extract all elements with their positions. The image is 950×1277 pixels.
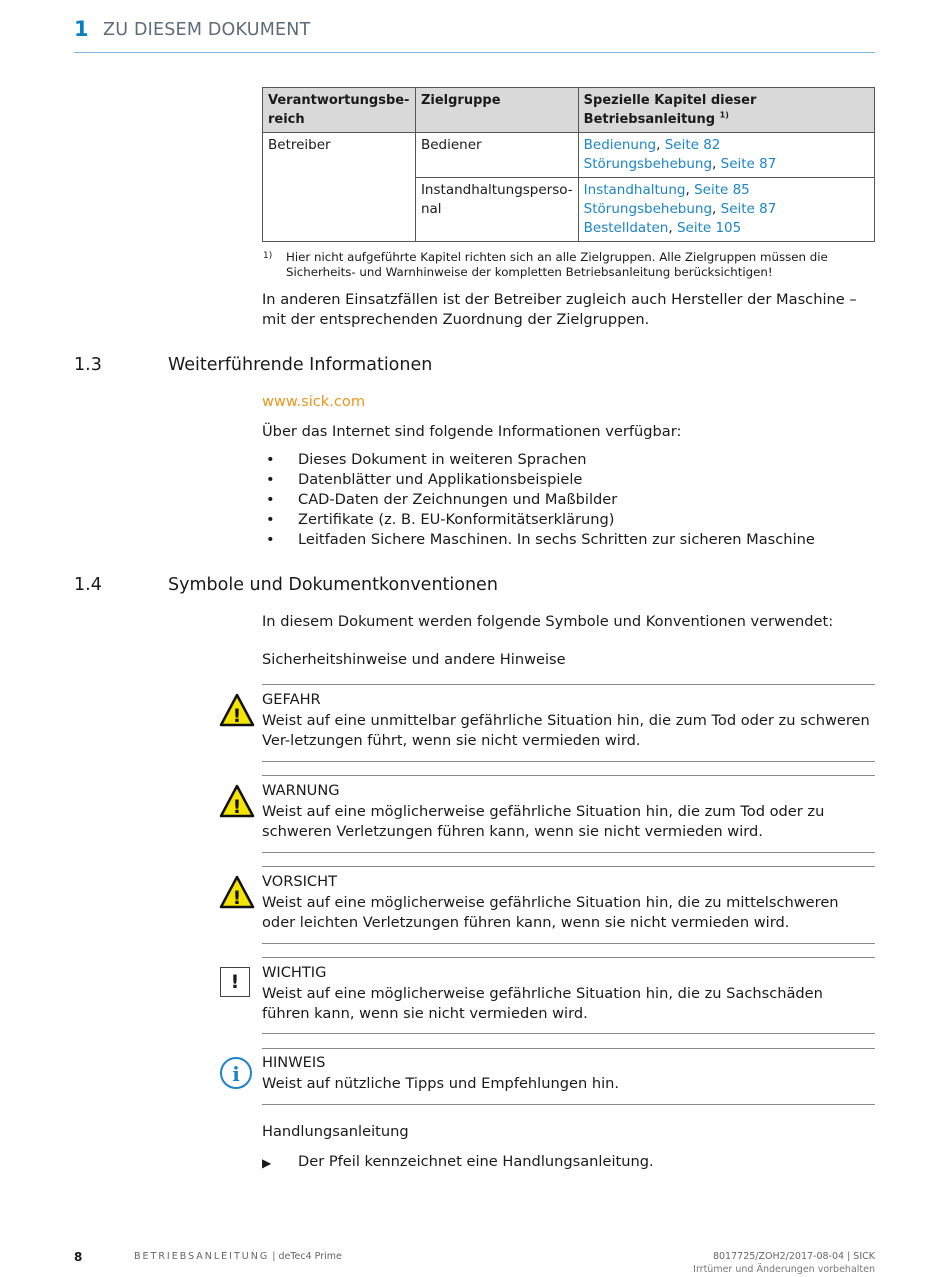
hint-rule [262, 1048, 875, 1049]
hint-rule [262, 866, 875, 867]
svg-text:i: i [232, 1062, 240, 1086]
table-header-cell: Zielgruppe [415, 88, 578, 133]
chapter-link[interactable]: Bestelldaten [583, 220, 669, 236]
hint-title: WICHTIG [262, 964, 327, 981]
chapter-link[interactable]: Bedienung [583, 137, 657, 153]
chapter-link[interactable]: Störungsbehebung [583, 156, 713, 172]
hint-text: Weist auf eine unmittelbar gefährliche Situation hin, die zum Tod oder zu schweren Ver-letzungen führt, wenn sie nicht vermieden wird. [262, 712, 870, 749]
chapter-link[interactable]: Störungsbehebung [583, 201, 713, 217]
footnote-mark: 1) [263, 251, 273, 261]
page-link[interactable]: Seite 82 [664, 137, 721, 153]
list-item: • Datenblätter und Applikationsbeispiele [262, 470, 875, 490]
table-header-row [263, 88, 875, 133]
paragraph: In anderen Einsatzfällen ist der Betreiber zugleich auch Hersteller der Maschine – mit der entsprechenden Zuordnung der Zielgruppen. [262, 291, 857, 328]
table-cell: Bedienung, Seite 82 Störungsbehebung, Seite 87 [578, 133, 874, 178]
paragraph: In diesem Dokument werden folgende Symbole und Konventionen verwendet: [262, 613, 834, 630]
hint-text: Weist auf eine möglicherweise gefährliche Situation hin, die zu mittelschweren oder leichten Verletzungen führen kann, wenn sie nicht vermieden wird. [262, 894, 839, 931]
svg-text:!: ! [232, 796, 242, 818]
table-cell: Instandhaltung, Seite 85 Störungsbehebung, Seite 87 Bestelldaten, Seite 105 [578, 178, 874, 242]
hint-rule [262, 684, 875, 685]
hint-text: Weist auf eine möglicherweise gefährliche Situation hin, die zum Tod oder zu schweren Verletzungen führen kann, wenn sie nicht vermieden wird. [262, 803, 825, 840]
footer-doc-title: BETRIEBSANLEITUNG | deTec4 Prime [134, 1251, 342, 1262]
warning-icon [219, 784, 255, 818]
info-icon [219, 1056, 253, 1090]
table-header-cell: Spezielle Kapitel dieser Betriebsanleitung $^{1)}$ [578, 88, 874, 133]
list-item: • CAD-Daten der Zeichnungen und Maßbilder [262, 490, 875, 510]
section-title: Symbole und Dokumentkonventionen [168, 575, 498, 595]
paragraph: Über das Internet sind folgende Informationen verfügbar: [262, 423, 682, 440]
footer-reference: 8017725/ZOH2/2017-08-04 | SICK [712, 1251, 875, 1262]
target-group-table [262, 87, 875, 242]
hint-title: WARNUNG [262, 782, 340, 799]
list-item: • Dieses Dokument in weiteren Sprachen [262, 450, 875, 470]
page-link[interactable]: Seite 105 [676, 220, 742, 236]
footer-disclaimer: Irrtümer und Änderungen vorbehalten [693, 1264, 875, 1275]
page-link[interactable]: Seite 87 [720, 156, 777, 172]
footnote-text: Hier nicht aufgeführte Kapitel richten sich an alle Zielgruppen. Alle Zielgruppen müssen die Sicherheits- und Warnhinweise der kompletten Betriebsanleitung berücksichtigen! [286, 250, 828, 279]
chapter-title: ZU DIESEM DOKUMENT [103, 20, 311, 40]
hint-rule [262, 761, 875, 762]
hint-text: Weist auf eine möglicherweise gefährliche Situation hin, die zu Sachschäden führen kann, wenn sie nicht vermieden wird. [262, 985, 823, 1022]
list-item: • Leitfaden Sichere Maschinen. In sechs Schritten zur sicheren Maschine [262, 530, 875, 550]
page-number: 8 [74, 1250, 83, 1264]
table-row [263, 133, 875, 178]
section-number: 1.3 [74, 355, 102, 375]
notice-icon: ! [220, 967, 250, 997]
table-cell: Betreiber [263, 133, 416, 242]
info-list [262, 450, 875, 550]
caution-icon [219, 875, 255, 909]
table-cell: Instandhaltungsperso-nal [415, 178, 578, 242]
sub-heading: Sicherheitshinweise und andere Hinweise [262, 651, 566, 668]
sub-heading: Handlungsanleitung [262, 1123, 409, 1140]
page-link[interactable]: Seite 87 [720, 201, 777, 217]
hint-rule [262, 957, 875, 958]
page-link[interactable]: Seite 85 [694, 182, 750, 198]
hint-text: Weist auf nützliche Tipps und Empfehlungen hin. [262, 1075, 620, 1092]
hint-rule [262, 852, 875, 853]
hint-rule [262, 943, 875, 944]
website-link[interactable]: www.sick.com [262, 393, 366, 410]
hint-rule [262, 775, 875, 776]
handling-step: Der Pfeil kennzeichnet eine Handlungsanleitung. [298, 1153, 654, 1170]
svg-text:!: ! [232, 887, 242, 909]
hint-title: GEFAHR [262, 691, 321, 708]
hint-title: HINWEIS [262, 1054, 326, 1071]
list-item: • Zertifikate (z. B. EU-Konformitätserklärung) [262, 510, 875, 530]
table-cell: Bediener [415, 133, 578, 178]
chapter-number: 1 [74, 17, 89, 41]
section-title: Weiterführende Informationen [168, 355, 433, 375]
hint-rule [262, 1033, 875, 1034]
chapter-link[interactable]: Instandhaltung [583, 182, 686, 198]
section-number: 1.4 [74, 575, 102, 595]
header-rule [74, 52, 875, 53]
svg-text:!: ! [232, 705, 242, 727]
footnote-ref: 1) [719, 110, 729, 120]
arrow-icon: ▶ [262, 1156, 272, 1170]
danger-warning-icon [219, 693, 255, 727]
hint-title: VORSICHT [262, 873, 337, 890]
hint-rule [262, 1104, 875, 1105]
table-header-cell: Verantwortungsbe-reich [263, 88, 416, 133]
